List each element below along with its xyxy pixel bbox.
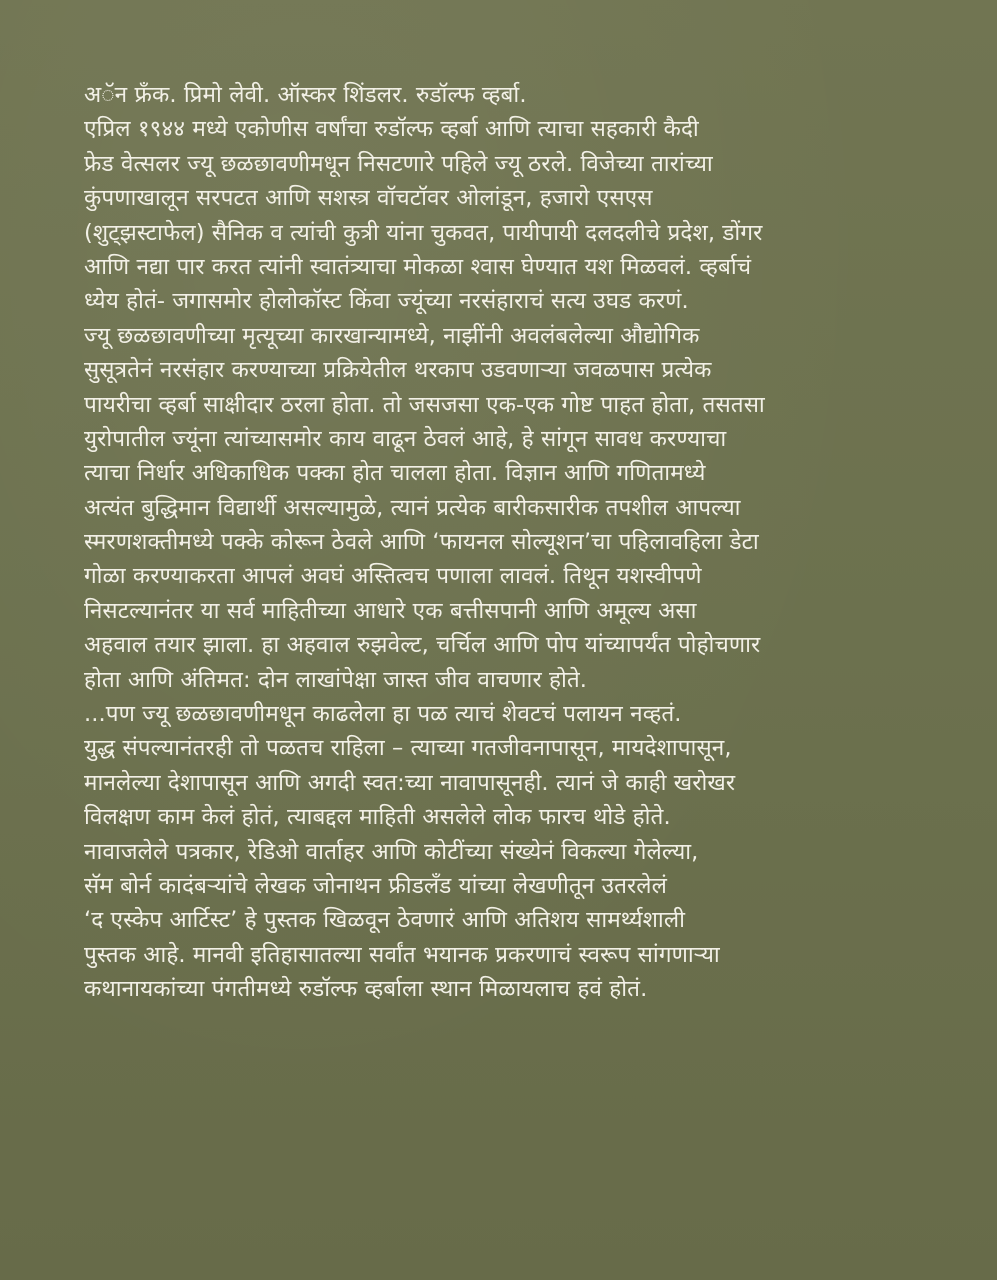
text-line: कथानायकांच्या पंगतीमध्ये रुडॉल्फ व्हर्बाला स्थान मिळायलाच हवं होतं.: [84, 976, 648, 1003]
text-line: ‘द एस्केप आर्टिस्ट’ हे पुस्तक खिळवून ठेवणारं आणि अतिशय सामर्थ्यशाली: [84, 907, 686, 934]
text-line: युरोपातील ज्यूंना त्यांच्यासमोर काय वाढून ठेवलं आहे, हे सांगून सावध करण्याचा: [84, 425, 727, 452]
text-line: फ्रेड वेत्सलर ज्यू छळछावणीमधून निसटणारे पहिले ज्यू ठरले. विजेच्या तारांच्या: [84, 150, 713, 177]
text-line: (शुट्झस्टाफेल) सैनिक व त्यांची कुत्री यांना चुकवत, पायीपायी दलदलीचे प्रदेश, डोंगर: [84, 219, 763, 246]
text-line: एप्रिल १९४४ मध्ये एकोणीस वर्षांचा रुडॉल्फ व्हर्बा आणि त्याचा सहकारी कैदी: [84, 116, 699, 143]
text-line: स्मरणशक्तीमध्ये पक्के कोरून ठेवले आणि ‘फायनल सोल्यूशन’चा पहिलावहिला डेटा: [84, 529, 759, 556]
text-line: होता आणि अंतिमत: दोन लाखांपेक्षा जास्त जीव वाचणार होते.: [84, 666, 588, 693]
text-line: ज्यू छळछावणीच्या मृत्यूच्या कारखान्यामध्ये, नाझींनी अवलंबलेल्या औद्योगिक: [84, 322, 700, 349]
text-line: सुसूत्रतेनं नरसंहार करण्याच्या प्रक्रियेतील थरकाप उडवणाऱ्या जवळपास प्रत्येक: [84, 357, 712, 384]
text-line: मानलेल्या देशापासून आणि अगदी स्वत:च्या नावापासूनही. त्यानं जे काही खरोखर: [84, 769, 736, 796]
text-line: विलक्षण काम केलं होतं, त्याबद्दल माहिती असलेले लोक फारच थोडे होते.: [84, 804, 671, 831]
text-line: अहवाल तयार झाला. हा अहवाल रुझवेल्ट, चर्चिल आणि पोप यांच्यापर्यंत पोहोचणार: [84, 632, 761, 659]
text-line: ...पण ज्यू छळछावणीमधून काढलेला हा पळ त्याचं शेवटचं पलायन नव्हतं.: [84, 701, 682, 728]
text-line: अॅन फ्रॅंक. प्रिमो लेवी. ऑस्कर शिंडलर. रुडॉल्फ व्हर्बा.: [84, 82, 527, 108]
text-line: पायरीचा व्हर्बा साक्षीदार ठरला होता. तो जसजसा एक-एक गोष्ट पाहत होता, तसतसा: [84, 391, 765, 418]
text-line: अत्यंत बुद्धिमान विद्यार्थी असल्यामुळे, त्यानं प्रत्येक बारीकसारीक तपशील आपल्या: [84, 494, 741, 521]
text-line: पुस्तक आहे. मानवी इतिहासातल्या सर्वांत भयानक प्रकरणाचं स्वरूप सांगणाऱ्या: [84, 941, 720, 968]
text-line: त्याचा निर्धार अधिकाधिक पक्का होत चालला होता. विज्ञान आणि गणितामध्ये: [84, 460, 706, 487]
text-line: नावाजलेले पत्रकार, रेडिओ वार्ताहर आणि कोटींच्या संख्येनं विकल्या गेलेल्या,: [84, 838, 699, 865]
text-line: निसटल्यानंतर या सर्व माहितीच्या आधारे एक बत्तीसपानी आणि अमूल्य असा: [84, 597, 697, 624]
text-line: कुंपणाखालून सरपटत आणि सशस्त्र वॉचटॉवर ओलांडून, हजारो एसएस: [84, 185, 653, 212]
text-line: युद्ध संपल्यानंतरही तो पळतच राहिला – त्याच्या गतजीवनापासून, मायदेशापासून,: [84, 735, 732, 762]
text-line: गोळा करण्याकरता आपलं अवघं अस्तित्वच पणाला लावलं. तिथून यशस्वीपणे: [84, 563, 702, 590]
text-line: आणि नद्या पार करत त्यांनी स्वातंत्र्याचा मोकळा श्वास घेण्यात यश मिळवलं. व्हर्बाचं: [84, 253, 752, 280]
blurb-text: [84, 78, 964, 1007]
text-line: ध्येय होतं- जगासमोर होलोकॉस्ट किंवा ज्यूंच्या नरसंहाराचं सत्य उघड करणं.: [84, 288, 689, 315]
text-line: सॅम बोर्न कादंबऱ्यांचे लेखक जोनाथन फ्रीडलँड यांच्या लेखणीतून उतरलेलं: [84, 872, 668, 899]
